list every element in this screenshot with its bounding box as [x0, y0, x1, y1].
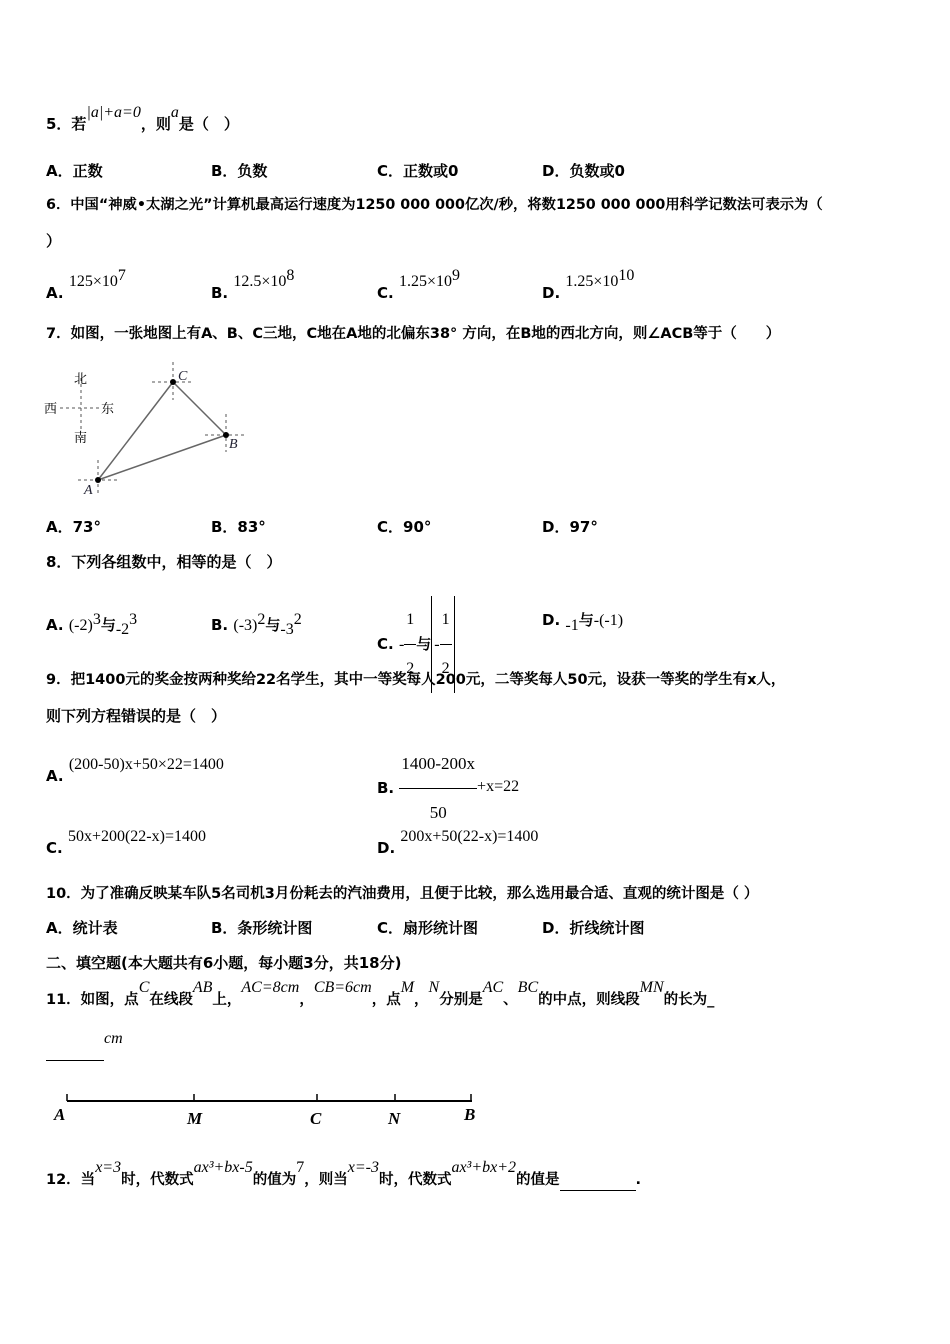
q12-text: . — [635, 1172, 642, 1188]
q5-mid: ，则 — [140, 115, 171, 133]
q6-option-b — [211, 267, 295, 304]
q8-b-with: 与 — [265, 616, 281, 634]
q5-option-d: D．负数或0 — [542, 162, 625, 180]
segment-diagram — [50, 1088, 490, 1133]
q9-b-fraction — [399, 740, 477, 837]
q8-a-expr1: (-2) — [68, 617, 93, 634]
q7-option-d: D．97° — [542, 518, 598, 536]
q5-var: a — [170, 104, 179, 121]
q6-d-label: D. — [542, 284, 561, 302]
question-6: 6．中国“神威•太湖之光”计算机最高运行速度为1250 000 000亿次/秒，将数1250 000 000用科学记数法可表示为（ — [46, 197, 823, 213]
q5-number: 5．若 — [46, 115, 87, 133]
q11-cb-len: CB=6cm — [313, 979, 372, 996]
q8-d-expr2: -(-1) — [593, 612, 624, 629]
q6-a-exp: 7 — [117, 267, 126, 284]
q8-option-a — [46, 610, 137, 636]
q9-d-expr: 200x+50(22-x)=1400 — [400, 828, 539, 845]
q8-d-label: D. — [542, 611, 561, 629]
q6-option-c — [377, 267, 460, 304]
point-c-label: C — [178, 369, 188, 384]
q12-text: 时，代数式 — [121, 1172, 194, 1188]
q12-text: 12．当 — [46, 1172, 96, 1188]
q11-text: 的中点，则线段 — [538, 992, 640, 1008]
denominator: 2 — [441, 660, 450, 677]
q6-option-a — [46, 267, 126, 304]
q10-option-d: D．折线统计图 — [542, 919, 645, 937]
point-a: A — [54, 1105, 66, 1124]
q11-text: 上， — [212, 992, 242, 1008]
q8-c-label: C. — [377, 635, 394, 653]
q8-a-with: 与 — [100, 616, 116, 634]
point-m: M — [187, 1109, 203, 1128]
q9-option-c — [46, 828, 206, 859]
point-a-label: A — [84, 483, 93, 498]
q11-n: N — [428, 979, 440, 996]
q6-c-base: 1.25×10 — [398, 273, 452, 290]
q10-option-a: A．统计表 — [46, 919, 118, 937]
q6-d-base: 1.25×10 — [565, 273, 619, 290]
question-12 — [46, 1159, 642, 1191]
question-7: 7．如图，一张地图上有A、B、C三地，C地在A地的北偏东38° 方向，在B地的西北方向，则∠ACB等于（ ） — [46, 326, 781, 342]
q9-a-label: A. — [46, 767, 64, 785]
q8-option-d — [542, 610, 624, 634]
q6-c-exp: 9 — [451, 267, 460, 284]
q11-c: C — [138, 979, 150, 996]
q11-mn: MN — [639, 979, 664, 996]
q11-ac: AC — [482, 979, 504, 996]
question-5 — [46, 104, 239, 135]
q6-a-base: 125×10 — [68, 273, 118, 290]
numerator: 1400-200x — [399, 740, 477, 789]
q8-a-expr2: -2 — [115, 621, 130, 638]
question-11 — [46, 979, 715, 1010]
north-label: 北 — [74, 372, 88, 387]
q7-option-b: B．83° — [211, 518, 266, 536]
q5-option-c: C．正数或0 — [377, 162, 459, 180]
q9-option-b — [377, 740, 519, 837]
west-label: 西 — [44, 402, 58, 417]
q12-expr: x=-3 — [347, 1159, 379, 1176]
q12-expr: ax³+bx+2 — [451, 1159, 517, 1176]
q8-b-expr1: (-3) — [233, 617, 258, 634]
q8-a-exp1: 3 — [92, 611, 101, 628]
q11-text: 的长为_ — [663, 992, 715, 1008]
q11-ab: AB — [192, 979, 213, 996]
q11-text: ， — [414, 992, 429, 1008]
section-2-heading: 二、填空题(本大题共有6小题，每小题3分，共18分) — [46, 954, 402, 972]
q6-a-label: A. — [46, 284, 64, 302]
q11-text: 在线段 — [149, 992, 193, 1008]
q6-b-label: B. — [211, 284, 229, 302]
point-b: B — [464, 1105, 476, 1124]
q8-c-abs-minus: - — [434, 636, 440, 653]
q10-option-c: C．扇形统计图 — [377, 919, 479, 937]
q9-d-label: D. — [377, 839, 396, 857]
q5-option-b: B．负数 — [211, 162, 268, 180]
q6-c-label: C. — [377, 284, 394, 302]
q9-b-rest: +x=22 — [477, 778, 520, 795]
q8-b-exp2: 2 — [293, 611, 302, 628]
numerator: 1 — [440, 596, 452, 645]
point-n: N — [388, 1109, 401, 1128]
q5-tail: 是（ ） — [178, 115, 239, 133]
q8-d-with: 与 — [578, 611, 594, 629]
q9-option-d — [377, 828, 539, 859]
q8-b-label: B. — [211, 616, 229, 634]
q11-text: 、 — [503, 992, 518, 1008]
q9-c-expr: 50x+200(22-x)=1400 — [67, 828, 206, 845]
south-label: 南 — [74, 431, 88, 446]
question-9: 9．把1400元的奖金按两种奖给22名学生，其中一等奖每人200元，二等奖每人50元，设获一等奖的学生有x人， — [46, 672, 786, 688]
q8-option-b — [211, 610, 302, 636]
q12-expr: x=3 — [95, 1159, 122, 1176]
q12-expr: 7 — [296, 1159, 305, 1176]
point-b-label: B — [229, 437, 238, 452]
q11-bc: BC — [517, 979, 539, 996]
q11-text: 分别是 — [439, 992, 483, 1008]
map-diagram — [40, 360, 260, 500]
q6-d-exp: 10 — [618, 267, 635, 284]
denominator: 2 — [406, 660, 415, 677]
question-8: 8．下列各组数中，相等的是（ ） — [46, 553, 282, 571]
q11-text: 11．如图，点 — [46, 992, 139, 1008]
point-c: C — [310, 1109, 322, 1128]
q10-option-b: B．条形统计图 — [211, 919, 313, 937]
q9-a-expr: (200-50)x+50×22=1400 — [68, 756, 224, 773]
q5-option-a: A．正数 — [46, 162, 103, 180]
q12-text: 的值为 — [252, 1172, 297, 1188]
q12-text: 的值是 — [516, 1172, 560, 1188]
q11-answer-line — [46, 1030, 123, 1061]
numerator: 1 — [404, 596, 416, 645]
q7-option-c: C．90° — [377, 518, 432, 536]
q11-unit: cm — [104, 1030, 123, 1047]
q9-b-label: B. — [377, 779, 395, 797]
q7-option-a: A．73° — [46, 518, 101, 536]
q9-c-label: C. — [46, 839, 63, 857]
q12-text: ，则当 — [304, 1172, 348, 1188]
q8-d-expr1: -1 — [565, 617, 579, 634]
q8-c-with: 与 — [416, 635, 432, 653]
q12-answer-blank[interactable] — [560, 1170, 636, 1191]
q9-text2: 则下列方程错误的是（ ） — [46, 707, 227, 725]
q6-b-exp: 8 — [286, 267, 295, 284]
q11-text: ， — [299, 992, 314, 1008]
q6-b-base: 12.5×10 — [233, 273, 287, 290]
q5-expr: |a|+a=0 — [86, 104, 141, 121]
q8-b-exp1: 2 — [257, 611, 266, 628]
east-label: 东 — [101, 402, 115, 417]
q12-expr: ax³+bx-5 — [193, 1159, 253, 1176]
q11-text: ，点 — [371, 992, 401, 1008]
q6-close-paren: ） — [46, 232, 62, 250]
q6-option-d — [542, 267, 635, 304]
q12-text: 时，代数式 — [378, 1172, 452, 1188]
q8-c-minus: - — [398, 636, 405, 653]
q8-a-exp2: 3 — [129, 611, 138, 628]
question-10: 10．为了准确反映某车队5名司机3月份耗去的汽油费用，且便于比较，那么选用最合适、直观的统计图是（ ） — [46, 886, 759, 902]
q8-b-expr2: -3 — [280, 621, 294, 638]
q11-m: M — [400, 979, 415, 996]
denominator: 50 — [429, 803, 447, 822]
q11-ac-len: AC=8cm — [241, 979, 300, 996]
q8-a-label: A. — [46, 616, 64, 634]
q9-option-a — [46, 756, 224, 787]
